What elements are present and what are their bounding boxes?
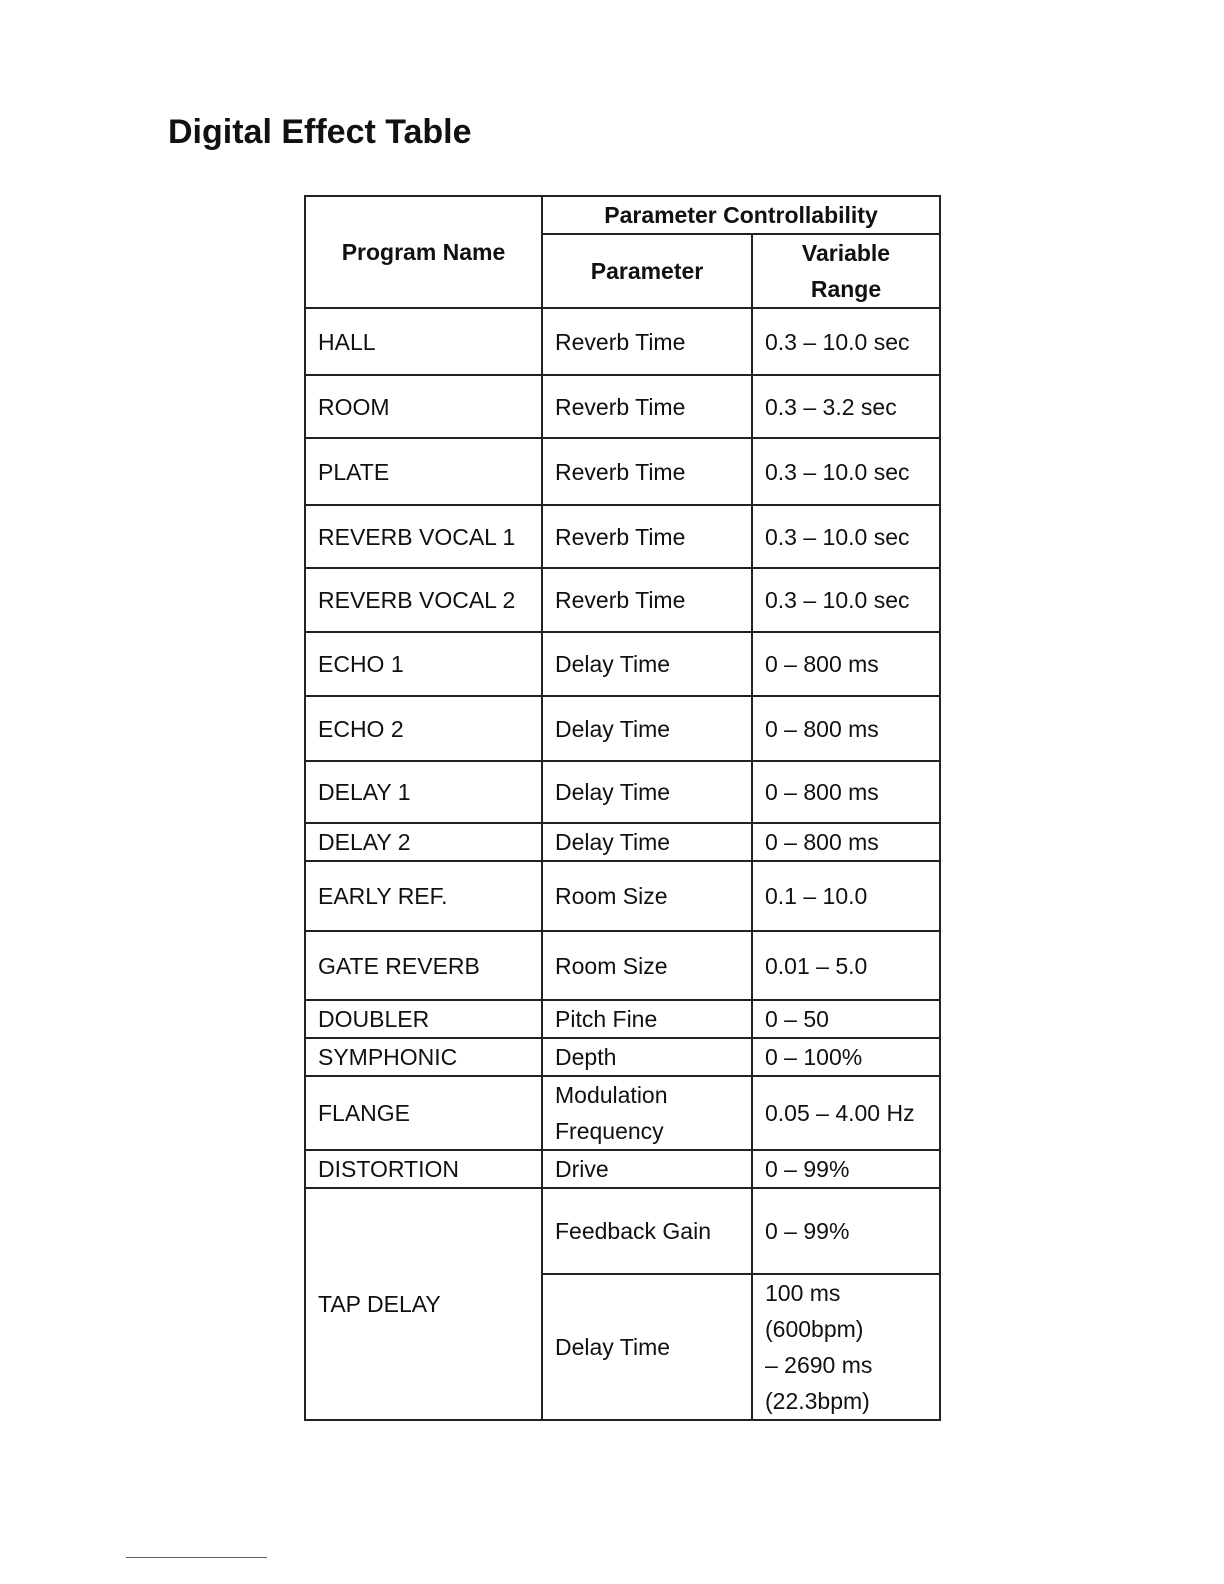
table-row bbox=[305, 861, 940, 931]
range-cell: 0.05 – 4.00 Hz bbox=[752, 1076, 940, 1150]
range-cell: 0.3 – 10.0 sec bbox=[752, 308, 940, 375]
program-cell: TAP DELAY bbox=[305, 1188, 542, 1420]
program-cell: DISTORTION bbox=[305, 1150, 542, 1188]
parameter-cell: Delay Time bbox=[542, 1274, 752, 1420]
program-cell: SYMPHONIC bbox=[305, 1038, 542, 1076]
range-cell: 0.1 – 10.0 bbox=[752, 861, 940, 931]
parameter-cell: Reverb Time bbox=[542, 505, 752, 568]
range-line: 100 ms bbox=[765, 1280, 841, 1306]
table-row bbox=[305, 568, 940, 632]
table-row bbox=[305, 696, 940, 761]
range-cell: 0 – 100% bbox=[752, 1038, 940, 1076]
program-cell: ROOM bbox=[305, 375, 542, 438]
parameter-cell: Reverb Time bbox=[542, 308, 752, 375]
table-row bbox=[305, 438, 940, 505]
program-cell: DELAY 2 bbox=[305, 823, 542, 861]
program-cell: DOUBLER bbox=[305, 1000, 542, 1038]
parameter-cell bbox=[542, 1076, 752, 1150]
header-program-name: Program Name bbox=[305, 196, 542, 308]
program-cell: REVERB VOCAL 2 bbox=[305, 568, 542, 632]
parameter-cell: Delay Time bbox=[542, 696, 752, 761]
parameter-cell: Depth bbox=[542, 1038, 752, 1076]
parameter-cell: Reverb Time bbox=[542, 568, 752, 632]
page-title: Digital Effect Table bbox=[168, 113, 472, 151]
table-row bbox=[305, 1188, 940, 1274]
table-row bbox=[305, 823, 940, 861]
program-cell: PLATE bbox=[305, 438, 542, 505]
range-cell: 0 – 99% bbox=[752, 1188, 940, 1274]
range-line: (22.3bpm) bbox=[765, 1388, 870, 1414]
table-row bbox=[305, 1150, 940, 1188]
parameter-cell: Delay Time bbox=[542, 823, 752, 861]
parameter-cell: Feedback Gain bbox=[542, 1188, 752, 1274]
range-cell: 0 – 50 bbox=[752, 1000, 940, 1038]
range-cell bbox=[752, 1274, 940, 1420]
program-cell: ECHO 2 bbox=[305, 696, 542, 761]
table-row bbox=[305, 1076, 940, 1150]
range-cell: 0.3 – 10.0 sec bbox=[752, 438, 940, 505]
parameter-cell: Reverb Time bbox=[542, 375, 752, 438]
parameter-cell: Pitch Fine bbox=[542, 1000, 752, 1038]
program-cell: GATE REVERB bbox=[305, 931, 542, 1000]
range-cell: 0.01 – 5.0 bbox=[752, 931, 940, 1000]
range-cell: 0 – 800 ms bbox=[752, 761, 940, 823]
program-cell: FLANGE bbox=[305, 1076, 542, 1150]
program-cell: DELAY 1 bbox=[305, 761, 542, 823]
header-parameter: Parameter bbox=[542, 234, 752, 308]
parameter-line: Frequency bbox=[555, 1118, 664, 1144]
table-row bbox=[305, 505, 940, 568]
parameter-cell: Room Size bbox=[542, 931, 752, 1000]
header-variable-range-line1: Variable bbox=[801, 240, 891, 266]
table-row bbox=[305, 931, 940, 1000]
range-cell: 0.3 – 10.0 sec bbox=[752, 568, 940, 632]
digital-effect-table bbox=[304, 195, 941, 1421]
header-variable-range bbox=[752, 234, 940, 308]
table-row bbox=[305, 1000, 940, 1038]
header-parameter-controllability: Parameter Controllability bbox=[542, 196, 940, 234]
range-cell: 0.3 – 3.2 sec bbox=[752, 375, 940, 438]
range-cell: 0 – 99% bbox=[752, 1150, 940, 1188]
parameter-cell: Drive bbox=[542, 1150, 752, 1188]
parameter-cell: Reverb Time bbox=[542, 438, 752, 505]
program-cell: REVERB VOCAL 1 bbox=[305, 505, 542, 568]
parameter-cell: Delay Time bbox=[542, 761, 752, 823]
range-cell: 0 – 800 ms bbox=[752, 696, 940, 761]
range-cell: 0 – 800 ms bbox=[752, 823, 940, 861]
table-row bbox=[305, 375, 940, 438]
range-cell: 0 – 800 ms bbox=[752, 632, 940, 696]
footnote-divider bbox=[126, 1557, 267, 1558]
range-line: (600bpm) bbox=[765, 1316, 864, 1342]
table-row bbox=[305, 1038, 940, 1076]
parameter-cell: Delay Time bbox=[542, 632, 752, 696]
table-row bbox=[305, 632, 940, 696]
parameter-cell: Room Size bbox=[542, 861, 752, 931]
table-row bbox=[305, 761, 940, 823]
header-variable-range-line2: Range bbox=[810, 276, 882, 302]
table-row bbox=[305, 308, 940, 375]
range-cell: 0.3 – 10.0 sec bbox=[752, 505, 940, 568]
program-cell: EARLY REF. bbox=[305, 861, 542, 931]
parameter-line: Modulation bbox=[555, 1082, 668, 1108]
program-cell: ECHO 1 bbox=[305, 632, 542, 696]
program-cell: HALL bbox=[305, 308, 542, 375]
range-line: – 2690 ms bbox=[765, 1352, 873, 1378]
